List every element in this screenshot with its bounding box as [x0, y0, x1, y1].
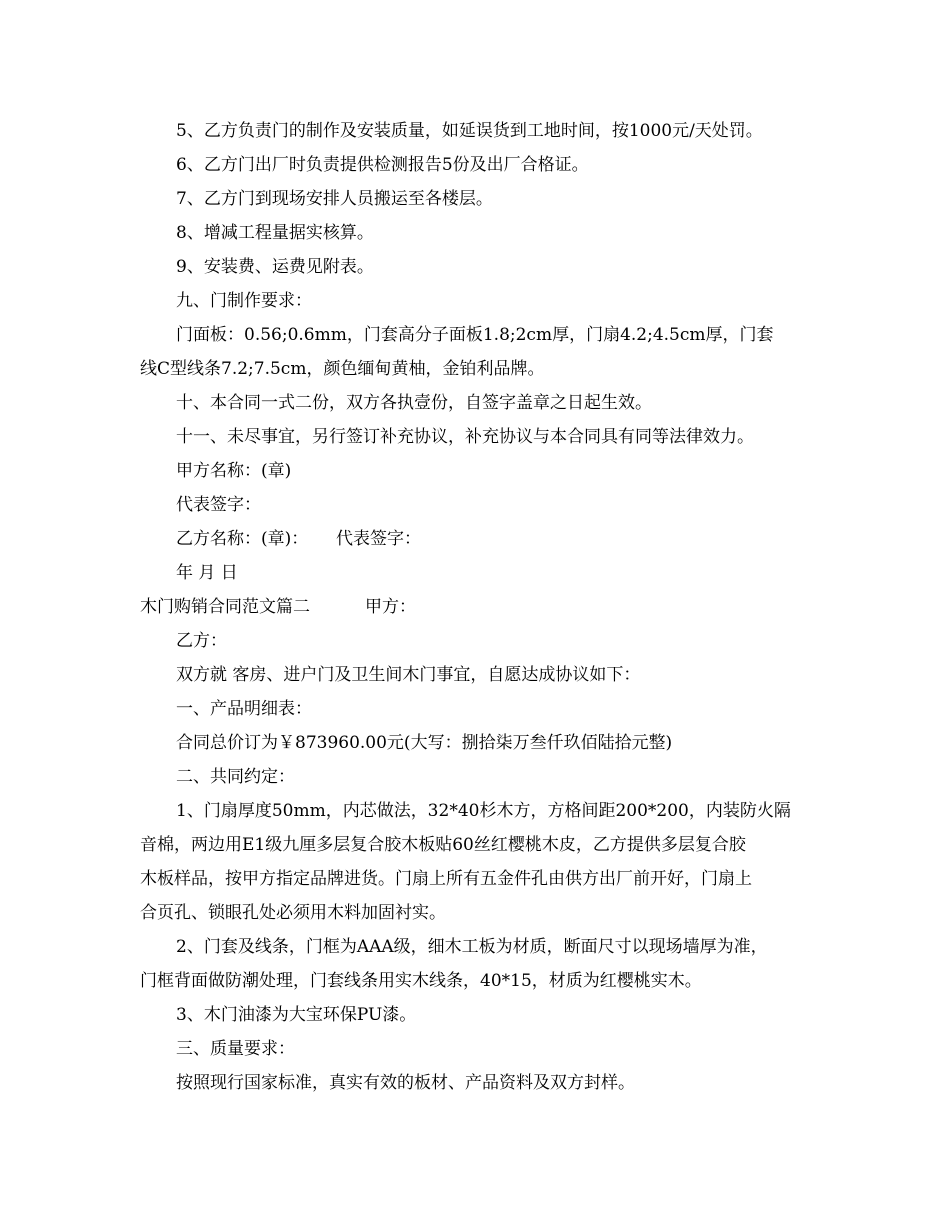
door-spec-line-2: 线C型线条7.2;7.5cm，颜色缅甸黄柚，金铂利品牌。: [140, 359, 545, 379]
clause-5: 5、乙方负责门的制作及安装质量，如延误货到工地时间，按1000元/天处罚。: [176, 121, 763, 141]
term-2-line-1: 2、门套及线条，门框为AAA级，细木工板为材质，断面尺寸以现场墙厚为准，: [176, 937, 768, 957]
term-1-line-3: 木板样品，按甲方指定品牌进货。门扇上所有五金件孔由供方出厂前开好，门扇上: [140, 869, 752, 889]
clause-9: 9、安装费、运费见附表。: [176, 257, 374, 277]
party-b-signature: 代表签字：: [336, 529, 421, 549]
term-3: 3、木门油漆为大宝环保PU漆。: [176, 1005, 417, 1025]
article-title: 木门购销合同范文篇二: [140, 597, 310, 617]
clause-7: 7、乙方门到现场安排人员搬运至各楼层。: [176, 189, 493, 209]
section-heading-1: 一、产品明细表：: [176, 699, 312, 719]
door-spec-line-1: 门面板：0.56;0.6mm，门套高分子面板1.8;2cm厚，门扇4.2;4.5cm厚，门套: [176, 325, 774, 345]
party-a-name: 甲方名称：(章): [176, 461, 292, 481]
section-10: 十、本合同一式二份，双方各执壹份，自签字盖章之日起生效。: [176, 393, 652, 413]
party-a-label: 甲方：: [365, 597, 416, 617]
clause-8: 8、增减工程量据实核算。: [176, 223, 374, 243]
section-heading-3: 三、质量要求：: [176, 1039, 295, 1059]
party-b-label: 乙方：: [176, 631, 227, 651]
quality-standard: 按照现行国家标准，真实有效的板材、产品资料及双方封样。: [176, 1073, 635, 1093]
term-1-line-4: 合页孔、锁眼孔处必须用木料加固衬实。: [140, 903, 446, 923]
total-price: 合同总价订为￥873960.00元(大写：捌拾柒万叁仟玖佰陆拾元整): [176, 733, 673, 753]
date-line: 年 月 日: [176, 563, 238, 583]
term-1-line-1: 1、门扇厚度50mm，内芯做法，32*40杉木方，方格间距200*200，内装防火隔: [176, 801, 791, 821]
representative-signature: 代表签字：: [176, 495, 261, 515]
party-b-name: 乙方名称：(章)：: [176, 529, 309, 549]
agreement-intro: 双方就 客房、进户门及卫生间木门事宜，自愿达成协议如下：: [176, 665, 641, 685]
term-1-line-2: 音棉，两边用E1级九厘多层复合胶木板贴60丝红樱桃木皮，乙方提供多层复合胶: [140, 835, 746, 855]
term-2-line-2: 门框背面做防潮处理，门套线条用实木线条，40*15，材质为红樱桃实木。: [140, 971, 702, 991]
section-11: 十一、未尽事宜，另行签订补充协议，补充协议与本合同具有同等法律效力。: [176, 427, 754, 447]
section-heading-2: 二、共同约定：: [176, 767, 295, 787]
clause-6: 6、乙方门出厂时负责提供检测报告5份及出厂合格证。: [176, 155, 589, 175]
section-heading-9: 九、门制作要求：: [176, 291, 312, 311]
